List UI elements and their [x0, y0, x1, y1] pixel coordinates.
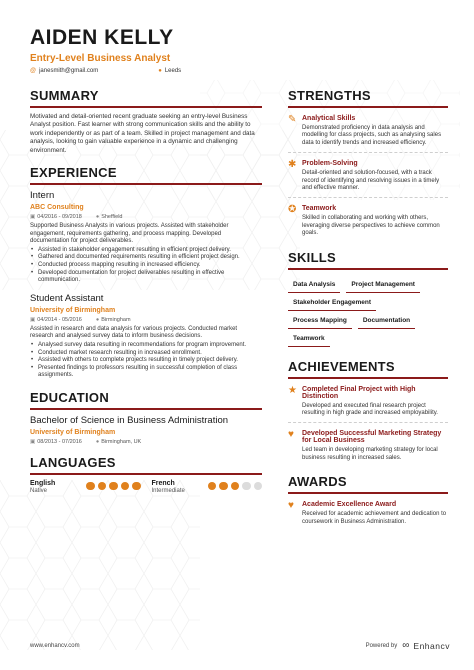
- skill-tag: Documentation: [358, 313, 415, 329]
- strength-item: [288, 204, 448, 237]
- job-location: [96, 317, 131, 323]
- awards-heading: AWARDS: [288, 474, 448, 494]
- map-pin-icon: ●: [95, 214, 100, 221]
- education-heading: EDUCATION: [30, 390, 262, 410]
- job-dates: [30, 317, 82, 323]
- list-item: • Assisted in stakeholder engagement resulting in efficient project delivery.: [30, 247, 262, 255]
- proficiency-dot-filled: [98, 482, 107, 491]
- job-meta: [30, 317, 262, 323]
- enhancv-logo-icon: ∞: [402, 640, 410, 651]
- strength-title: Analytical Skills: [302, 115, 356, 122]
- languages-heading: LANGUAGES: [30, 455, 262, 475]
- contact-info: [30, 68, 450, 74]
- language-item: [30, 480, 144, 494]
- list-item: • Conducted market research resulting in increased enrollment.: [30, 350, 262, 358]
- proficiency-dots: [86, 482, 144, 491]
- skills-list: [288, 275, 448, 347]
- company-name: ABC Consulting: [30, 204, 84, 212]
- strength-title: Problem-Solving: [302, 160, 358, 168]
- achievement-item: [288, 385, 448, 418]
- proficiency-dot-filled: [208, 482, 217, 491]
- left-column: [30, 88, 262, 494]
- calendar-icon: ▣: [30, 438, 36, 445]
- map-pin-icon: ●: [95, 316, 100, 323]
- proficiency-dot-filled: [231, 482, 240, 491]
- award-item: [288, 500, 448, 526]
- at-sign-icon: @: [30, 68, 37, 74]
- footer-url-link[interactable]: www.enhancv.com: [30, 642, 80, 649]
- achievement-title: Developed Successful Marketing Strategy for Local Business: [302, 430, 442, 445]
- achievement-title: Completed Final Project with High Distinction: [302, 385, 416, 400]
- job-bullets: [30, 342, 262, 380]
- achievements-heading: ACHIEVEMENTS: [288, 359, 448, 379]
- award-ribbon-icon: ✪: [288, 204, 297, 216]
- skill-tag: Project Management: [346, 277, 420, 293]
- proficiency-dot-filled: [219, 482, 228, 491]
- map-pin-icon: ●: [158, 68, 162, 74]
- location-text: Leeds: [164, 68, 182, 74]
- achievement-desc: Led team in developing marketing strategy for local business resulting in increased sales.: [302, 447, 438, 461]
- language-level: Native: [30, 487, 48, 494]
- job-location: [96, 214, 123, 220]
- list-item: • Gathered and documented requirements resulting in efficient project design.: [30, 254, 262, 262]
- strength-desc: Detail-oriented and solution-focused, with a track record of identifying and resolving issues in a timely and effective manner.: [302, 170, 440, 192]
- skill-tag: Teamwork: [288, 331, 330, 347]
- job-title: Intern: [30, 190, 55, 202]
- powered-by[interactable]: [366, 640, 450, 651]
- languages-list: [30, 480, 262, 494]
- candidate-role: Entry-Level Business Analyst: [30, 53, 171, 64]
- proficiency-dot-filled: [121, 482, 130, 491]
- list-item: • Developed documentation for project deliverables resulting in effective communication.: [30, 270, 262, 285]
- education-meta: [30, 439, 262, 445]
- proficiency-dot-filled: [86, 482, 95, 491]
- list-item: • Assisted with others to complete projects resulting in timely project delivery.: [30, 357, 262, 365]
- strength-item: [288, 159, 448, 192]
- language-name: French: [151, 479, 175, 487]
- summary-heading: SUMMARY: [30, 88, 262, 108]
- list-item: • Conducted process mapping resulting in increased efficiency.: [30, 262, 262, 270]
- job-description: Supported Business Analysts in various projects. Assisted with stakeholder engagement, requirements gathering, and process mapping. Developed documentation for project deliverables.: [30, 223, 229, 245]
- company-name: University of Birmingham: [30, 306, 116, 314]
- job-entry: [30, 293, 262, 380]
- pencil-icon: ✎: [288, 114, 297, 125]
- email-item[interactable]: [30, 68, 98, 74]
- job-bullets: [30, 247, 262, 285]
- divider: [288, 197, 448, 198]
- skill-tag: Data Analysis: [288, 277, 340, 293]
- skill-tag: Stakeholder Engagement: [288, 295, 376, 311]
- education-dates: [30, 439, 82, 445]
- list-item: • Analysed survey data resulting in recommendations for program improvement.: [30, 342, 262, 350]
- powered-by-label: Powered by: [365, 642, 398, 649]
- strength-title: Teamwork: [302, 205, 337, 213]
- job-meta: [30, 214, 262, 220]
- footer: [30, 640, 450, 651]
- proficiency-dots: [208, 482, 266, 491]
- strengths-heading: STRENGTHS: [288, 88, 448, 108]
- achievement-item: [288, 429, 448, 462]
- language-item: [152, 480, 266, 494]
- proficiency-dot-empty: [254, 482, 263, 491]
- skill-tag: Process Mapping: [288, 313, 352, 329]
- education-location-text: Birmingham, UK: [101, 438, 142, 445]
- education-dates-text: 08/2013 - 07/2016: [37, 438, 82, 445]
- skills-heading: SKILLS: [288, 250, 448, 270]
- experience-heading: EXPERIENCE: [30, 165, 262, 185]
- puzzle-icon: ✱: [288, 159, 297, 171]
- proficiency-dot-filled: [109, 482, 118, 491]
- star-icon: ★: [288, 384, 297, 396]
- job-title: Student Assistant: [30, 292, 104, 304]
- strength-desc: Demonstrated proficiency in data analysis and modelling for class projects, such as analysing sales data to identify trends and increased efficiency.: [302, 125, 442, 146]
- right-column: [288, 88, 448, 526]
- resume-header: [30, 26, 450, 74]
- language-name: English: [30, 479, 56, 487]
- proficiency-dot-empty: [242, 482, 251, 491]
- heart-icon: ♥: [288, 500, 294, 512]
- divider: [288, 152, 448, 153]
- job-entry: [30, 190, 262, 285]
- map-pin-icon: ●: [95, 438, 100, 445]
- location-item: [158, 68, 181, 74]
- proficiency-dot-filled: [132, 482, 141, 491]
- email-text: janesmith@gmail.com: [39, 68, 99, 74]
- brand-name: Enhancv: [413, 640, 450, 651]
- calendar-icon: ▣: [30, 214, 36, 221]
- award-desc: Received for academic achievement and dedication to coursework in Business Administration.: [302, 511, 447, 525]
- achievement-desc: Developed and executed final research project resulting in high grade and increased employability.: [302, 402, 438, 417]
- calendar-icon: ▣: [30, 316, 36, 323]
- strength-desc: Skilled in collaborating and working with others, leveraging diverse perspectives to achieve common goals.: [302, 215, 440, 237]
- candidate-name: AIDEN KELLY: [30, 26, 174, 49]
- job-description: Assisted in research and data analysis for various projects. Conducted market research and analysed survey data to inform business decisions.: [30, 325, 238, 340]
- summary-text: Motivated and detail-oriented recent graduate seeking an entry-level Business Analyst position. Fast learner with strong communication skills and the ability to work independently or as part of a team. Skilled in project management and data analysis, looking to gain valuable experience in a dynamic and challenging environment.: [30, 113, 255, 154]
- job-location-text: Birmingham: [101, 316, 131, 323]
- job-dates-text: 04/2016 - 09/2018: [37, 214, 82, 221]
- divider: [288, 422, 448, 423]
- job-dates: [30, 214, 82, 220]
- job-dates-text: 04/2014 - 05/2016: [37, 316, 82, 323]
- award-title: Academic Excellence Award: [302, 501, 397, 509]
- heart-icon: ♥: [288, 429, 294, 441]
- strength-item: [288, 114, 448, 147]
- education-location: [96, 439, 141, 445]
- job-location-text: Sheffield: [101, 214, 123, 221]
- school-name: University of Birmingham: [30, 428, 116, 436]
- language-level: Intermediate: [151, 487, 185, 494]
- degree-title: Bachelor of Science in Business Administration: [30, 414, 229, 426]
- list-item: • Presented findings to professors resulting in successful completion of class assignments.: [30, 365, 262, 380]
